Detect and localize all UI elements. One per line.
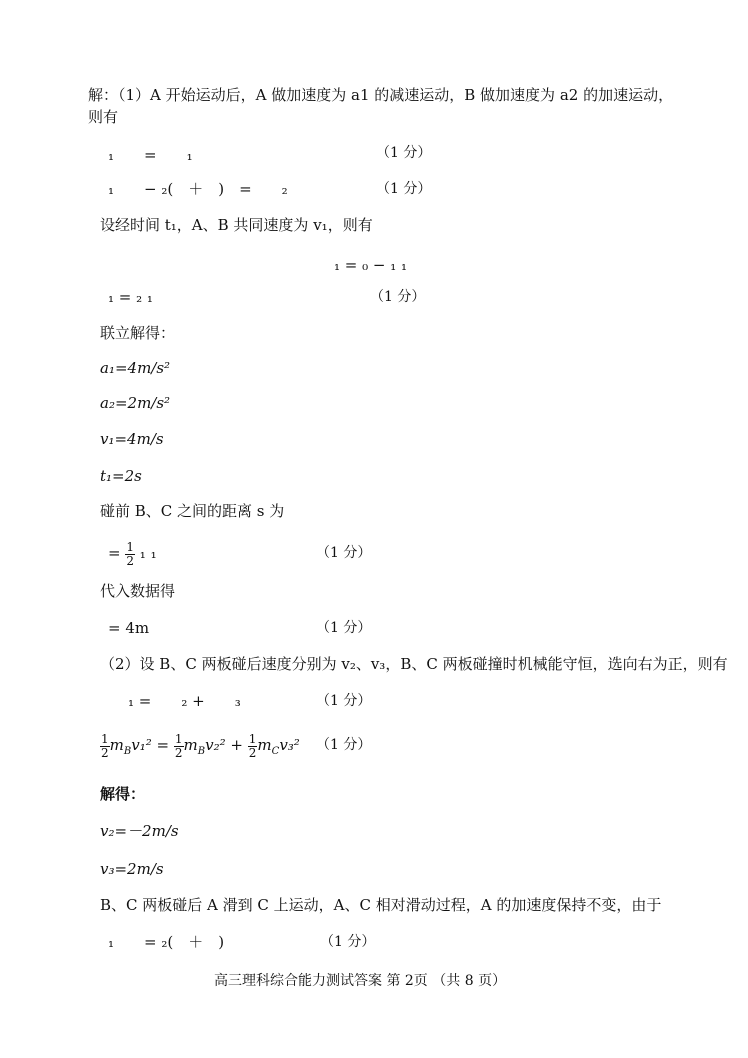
energy-v3: v₃² — [279, 736, 300, 754]
score-s-value: （1 分） — [316, 620, 372, 636]
energy-sub-c: C — [271, 746, 280, 757]
score-s: （1 分） — [316, 545, 372, 561]
result-v2 — [100, 822, 179, 840]
energy-half-1 — [100, 733, 110, 760]
energy-half-3-num: 1 — [248, 731, 257, 746]
energy-half-2-num: 1 — [174, 731, 183, 746]
solve-label: 联立解得： — [100, 324, 176, 342]
intro-continuation: 则有 — [88, 108, 119, 126]
result-a2-text: a₂=2m/s² — [100, 394, 171, 412]
page-footer: 高三理科综合能力测试答案 第 2页 （共 8 页） — [214, 973, 507, 989]
equation-s-prefix: = — [108, 544, 121, 562]
result-v1 — [100, 430, 164, 448]
energy-m2: m — [183, 736, 198, 754]
intro-line: 解：（1）A 开始运动后，A 做加速度为 a1 的减速运动，B 做加速度为 a2 的加速运动， — [88, 86, 674, 104]
energy-half-3 — [248, 733, 258, 760]
equation-momentum: ₁ = ₂ + ₃ — [128, 692, 241, 710]
equation-s-rest: ₁ ₁ — [139, 544, 157, 562]
equation-energy — [100, 728, 300, 762]
equation-3: ₁ = ₀ − ₁ ₁ — [334, 256, 408, 274]
score-2: （1 分） — [376, 181, 432, 197]
energy-equals: = — [156, 736, 170, 754]
result-t1 — [100, 467, 142, 485]
score-energy: （1 分） — [316, 737, 372, 753]
equation-1: ₁ = ₁ — [108, 146, 193, 164]
half-numerator: 1 — [126, 539, 134, 554]
result-a2 — [100, 394, 170, 412]
result-v2-text: v₂=－2m/s — [100, 822, 179, 840]
equation-last: ₁ = ₂( ＋ ) — [108, 933, 225, 951]
equation-s — [108, 538, 157, 568]
energy-m3: m — [257, 736, 272, 754]
energy-v1: v₁² — [131, 736, 152, 754]
result-v3 — [100, 860, 164, 878]
energy-half-2 — [174, 733, 184, 760]
result-a1-text: a₁=4m/s² — [100, 359, 171, 377]
substitute-label: 代入数据得 — [100, 582, 176, 600]
solve2-label: 解得： — [100, 785, 146, 803]
result-a1 — [100, 359, 170, 377]
half-fraction — [125, 541, 135, 568]
set-time-line: 设经时间 t₁，A、B 共同速度为 v₁，则有 — [100, 216, 373, 234]
score-4: （1 分） — [370, 289, 426, 305]
energy-half-2-den: 2 — [174, 745, 183, 760]
result-v3-text: v₃=2m/s — [100, 860, 164, 878]
score-1: （1 分） — [376, 145, 432, 161]
half-denominator: 2 — [126, 553, 134, 568]
distance-label: 碰前 B、C 之间的距离 s 为 — [100, 502, 285, 520]
energy-m1: m — [109, 736, 124, 754]
score-last: （1 分） — [320, 934, 376, 950]
energy-sub-b1: B — [123, 746, 132, 757]
equation-4: ₁ = ₂ ₁ — [108, 288, 153, 306]
energy-half-3-den: 2 — [248, 745, 257, 760]
energy-plus: + — [230, 736, 243, 754]
result-v1-text: v₁=4m/s — [100, 430, 164, 448]
energy-v2: v₂² — [205, 736, 226, 754]
result-t1-text: t₁=2s — [100, 467, 142, 485]
energy-half-1-den: 2 — [101, 745, 109, 760]
equation-2: ₁ − ₂( ＋ ) = ₂ — [108, 180, 288, 198]
after-collision-line: B、C 两板碰后 A 滑到 C 上运动，A、C 相对滑动过程，A 的加速度保持不变，由于 — [100, 896, 662, 914]
energy-sub-b2: B — [197, 746, 206, 757]
part2-line: （2）设 B、C 两板碰后速度分别为 v₂、v₃，B、C 两板碰撞时机械能守恒，选向右为正，则有 — [100, 655, 728, 673]
score-momentum: （1 分） — [316, 693, 372, 709]
equation-s-value: = 4m — [108, 619, 150, 637]
energy-half-1-num: 1 — [101, 731, 109, 746]
